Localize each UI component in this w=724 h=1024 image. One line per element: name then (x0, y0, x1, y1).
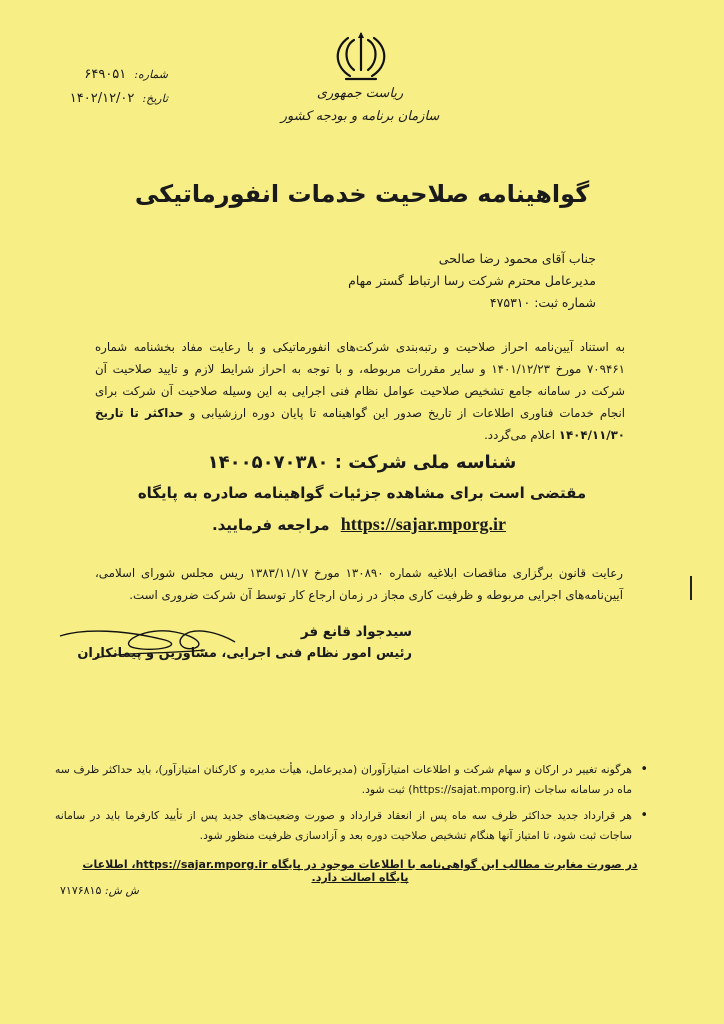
portal-reference (0, 514, 724, 535)
margin-mark (690, 576, 692, 600)
notes-list (55, 760, 650, 852)
letter-number-label: شماره: (134, 67, 168, 81)
letter-number-row (48, 62, 168, 86)
note-text: هر قرارداد جدید حداکثر ظرف سه ماه پس از انعقاد قرارداد و صورت وضعیت‌های جدید پس از تأیید کارفرما باید در سامانه ساجات ثبت شود، تا امتیاز آنها هنگام تشخیص صلاحیت دوره بعد و آزادسازی ظرفیت منظور شود. (55, 809, 632, 842)
portal-notice: مقتضی است برای مشاهده جزئیات گواهینامه صادره به پایگاه (137, 484, 587, 502)
bullet-icon: • (640, 762, 648, 777)
letter-number: ۶۴۹۰۵۱ (84, 66, 127, 82)
footer-notice: در صورت مغایرت مطالب این گواهی‌نامه با اطلاعات موجود در پایگاه https://sajar.mporg.ir، اطلاعات پایگاه اصالت دارد. (82, 858, 638, 884)
note-text: هرگونه تغییر در ارکان و سهام شرکت و اطلاعات امتیازآوران (مدیرعامل، هیأت مدیره و کارکنان امتیازآور)، باید حداکثر ظرف سه ماه در سامانه ساجات (https://sajat.mporg.ir) ثبت شود. (55, 763, 632, 796)
addressee-block (348, 248, 596, 314)
body-text-end: اعلام می‌گردد. (484, 428, 556, 442)
signer-name: سیدجواد قانع فر (300, 624, 412, 640)
iran-emblem-icon (336, 30, 386, 84)
letter-meta (48, 62, 168, 110)
body-validity-date: حداکثر تا تاریخ ۱۴۰۴/۱۱/۳۰ (95, 406, 625, 442)
certificate-title: گواهینامه صلاحیت خدمات انفورماتیکی (134, 180, 590, 208)
refer-suffix: مراجعه فرمایید. (211, 516, 330, 534)
note-item (55, 806, 650, 846)
national-id: شناسه ملی شرکت : ۱۴۰۰۵۰۷۰۳۸۰ (207, 452, 517, 473)
note-item (55, 760, 650, 800)
registration-number: شماره ثبت: ۴۷۵۳۱۰ (489, 295, 596, 310)
presidency-label: ریاست جمهوری (316, 86, 404, 101)
signer-block (77, 624, 412, 661)
letter-date: ۱۴۰۲/۱۲/۰۲ (69, 90, 135, 106)
organization-name (260, 86, 460, 124)
serial-number (60, 884, 139, 897)
serial-value: ۷۱۷۶۸۱۵ (60, 884, 102, 897)
serial-label: ش ش: (104, 884, 139, 897)
bullet-icon: • (640, 808, 648, 823)
signer-role: رئیس امور نظام فنی اجرایی، مشاورین و پیمانکاران (77, 646, 412, 661)
letter-date-label: تاریخ: (142, 91, 168, 105)
organization-label: سازمان برنامه و بودجه کشور (280, 109, 440, 124)
compliance-paragraph: رعایت قانون برگزاری مناقصات ابلاغیه شماره ۱۳۰۸۹۰ مورخ ۱۳۸۳/۱۱/۱۷ ریس مجلس شورای اسلامی، آیین‌نامه‌های اجرایی مربوطه و ظرفیت کاری مجاز در زمان ارجاع کار توسط آن شرکت ضروری است. (95, 566, 623, 602)
letter-date-row (48, 86, 168, 110)
body-text: به استناد آیین‌نامه احراز صلاحیت و رتبه‌بندی شرکت‌های انفورماتیکی و با رعایت مفاد بخشنامه شماره ۷۰۹۴۶۱ مورخ ۱۴۰۱/۱۲/۲۳ و سایر مقررات مربوطه، و با توجه به احراز شرایط لازم و تایید صلاحیت آن شرکت در سامانه جامع تشخیص صلاحیت عوامل نظام فنی اجرایی به این وسیله صلاحیت آن شرکت برای انجام خدمات فناوری اطلاعات از تاریخ صدور این گواهینامه تا پایان دوره ارزشیابی و (95, 340, 626, 420)
certificate-body (95, 336, 625, 446)
addressee-position: مدیرعامل محترم شرکت رسا ارتباط گستر مهام (348, 273, 596, 288)
sajar-link[interactable]: https://sajar.mporg.ir (340, 514, 507, 534)
addressee-name: جناب آقای محمود رضا صالحی (438, 251, 596, 266)
